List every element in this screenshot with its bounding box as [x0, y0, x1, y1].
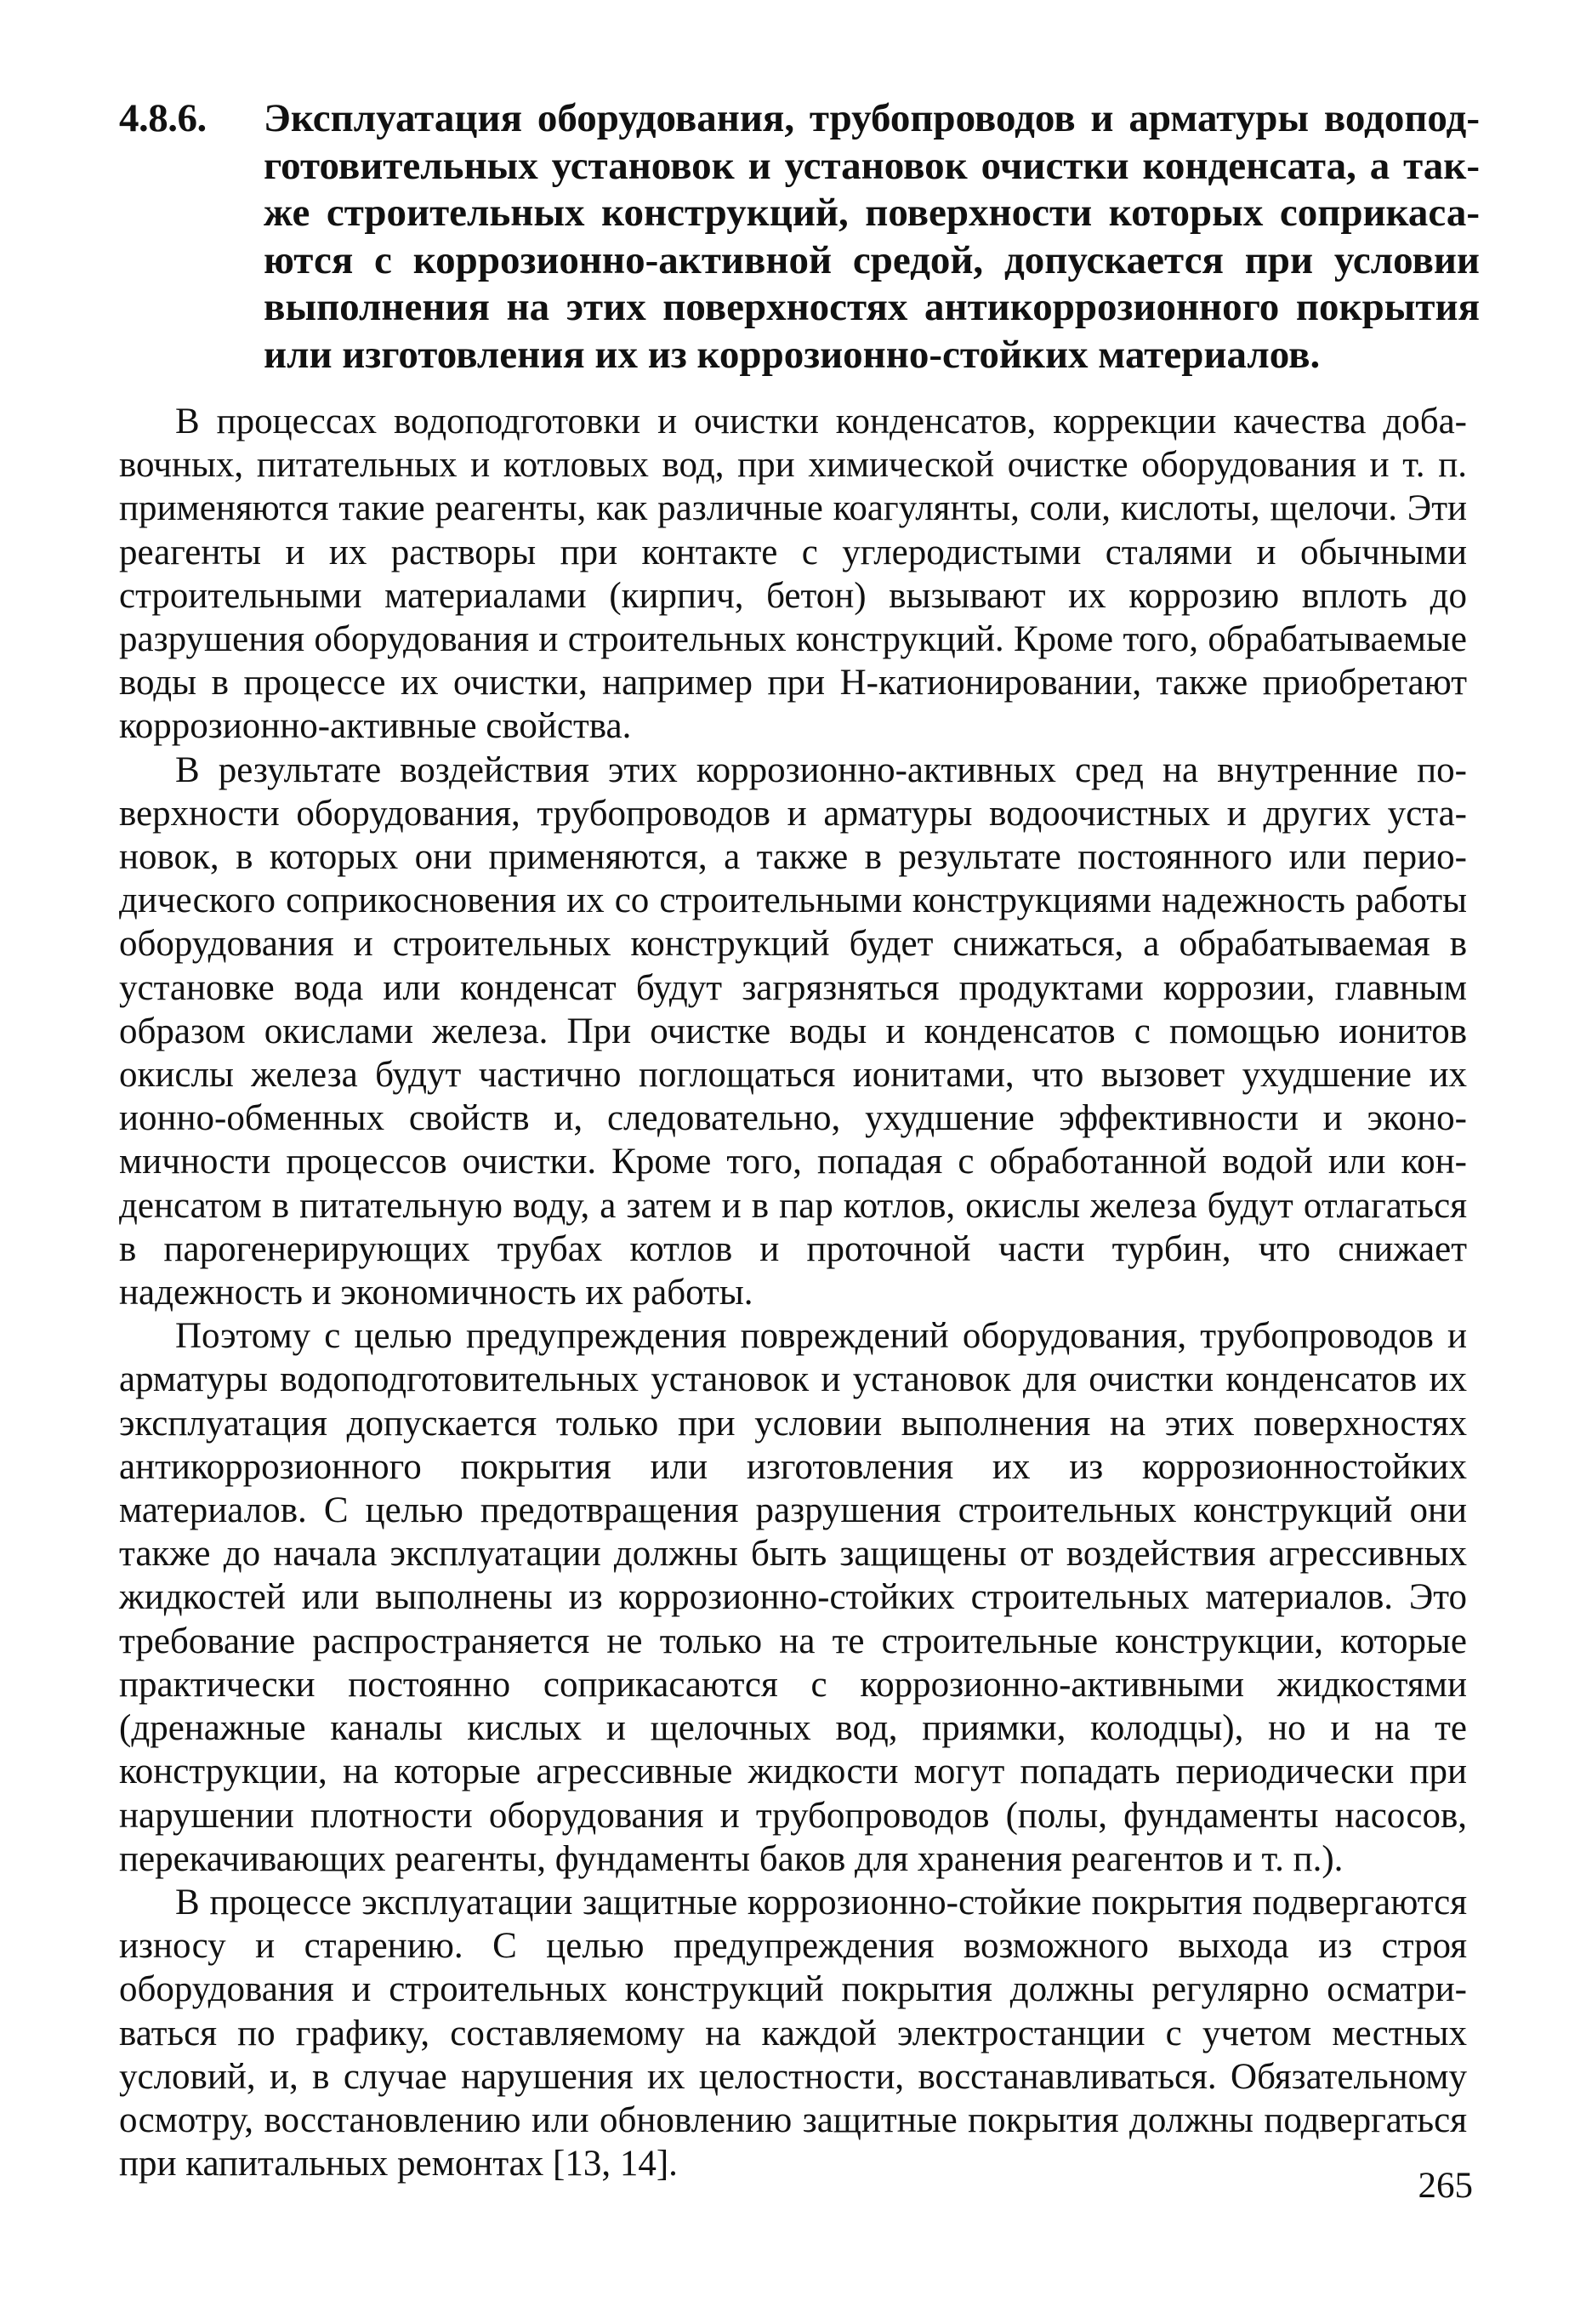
- paragraph-1: В процессах водоподготовки и очистки конденсатов, коррекции качества добавочных, питательных и котловых вод, при химической очистке оборудования и т. п. применяются такие реагенты, как различные коагулянты, соли, кислоты, щелочи. Эти реагенты и их растворы при контакте с углеродистыми сталями и обычными строительными материалами (кирпич, бетон) вызывают их коррозию вплоть до разрушения оборудования и строительных конструкций. Кроме того, обрабатываемые воды в процессе их очистки, например при Н-катионировании, также приобретают коррозионно-активные свойства.: [119, 402, 1467, 747]
- body-text: [119, 400, 1467, 2185]
- section-heading: [119, 95, 1480, 379]
- paragraph-3: Поэтому с целью предупреждения повреждений оборудования, трубопроводов и арматуры водоподготовительных установок и установок для очистки конденсатов их эксплуатация допускается только при условии выполнения на этих поверхностях антикоррозионного покрытия или изготовления их из коррозионностойких материалов. С целью предотвращения разрушения строительных конструкций они также до начала эксплуатации должны быть защищены от воздействия агрессивных жидкостей или выполнены из коррозионно-стойких строительных материалов. Это требование распространяется не только на те строительные конструкции, которые практически постоянно соприкасаются с коррозионно-активными жидкостями (дренажные каналы кислых и щелочных вод, приямки, колодцы), но и на те конструкции, на которые агрессивные жидкости могут попадать периодически при нарушении плотности оборудования и трубопроводов (полы, фундаменты насосов, перекачивающих реагенты, фундаменты баков для хранения реагентов и т. п.).: [119, 1316, 1467, 1879]
- paragraph-4: В процессе эксплуатации защитные коррозионно-стойкие покрытия подвергаются износу и старению. С целью предупреждения возможного выхода из строя оборудования и строительных конструкций покрытия должны регулярно осматриваться по графику, составляемому на каждой электростанции с учетом местных условий, и, в случае нарушения их целостности, восстанавливаться. Обязательному осмотру, восстановлению или обновлению защитные покрытия должны подвергаться при капитальных ремонтах [13, 14].: [119, 1882, 1467, 2184]
- page-number: 265: [1418, 2166, 1473, 2206]
- section-title: Эксплуатация оборудования, трубопроводов и арматуры водоподготовительных установок и установок очистки конденсата, а также строительных конструкций, поверхности которых соприкасаются с коррозионно-активной средой, допускается при условии выполнения на этих поверхностях антикоррозионного покрытия или изготовления их из коррозионно-стойких материалов.: [264, 96, 1480, 377]
- paragraph-2: В результате воздействия этих коррозионно-активных сред на внутренние поверхности оборудования, трубопроводов и арматуры водоочистных и других установок, в которых они применяются, а также в результате постоянного или периодического соприкосновения их со строительными конструкциями надежность работы оборудования и строительных конструкций будет снижаться, а обрабатываемая в установке вода или конденсат будут загрязняться продуктами коррозии, главным образом окислами железа. При очистке воды и конденсатов с помощью ионитов окислы железа будут частично поглощаться ионитами, что вызовет ухудшение их ионно-обменных свойств и, следовательно, ухудшение эффективности и экономичности процессов очистки. Кроме того, попадая с обработанной водой или конденсатом в питательную воду, а затем и в пар котлов, окислы железа будут отлагаться в парогенерирующих трубах котлов и проточной части турбин, что снижает надежность и экономичность их работы.: [119, 749, 1467, 1313]
- section-number: 4.8.6.: [119, 96, 207, 140]
